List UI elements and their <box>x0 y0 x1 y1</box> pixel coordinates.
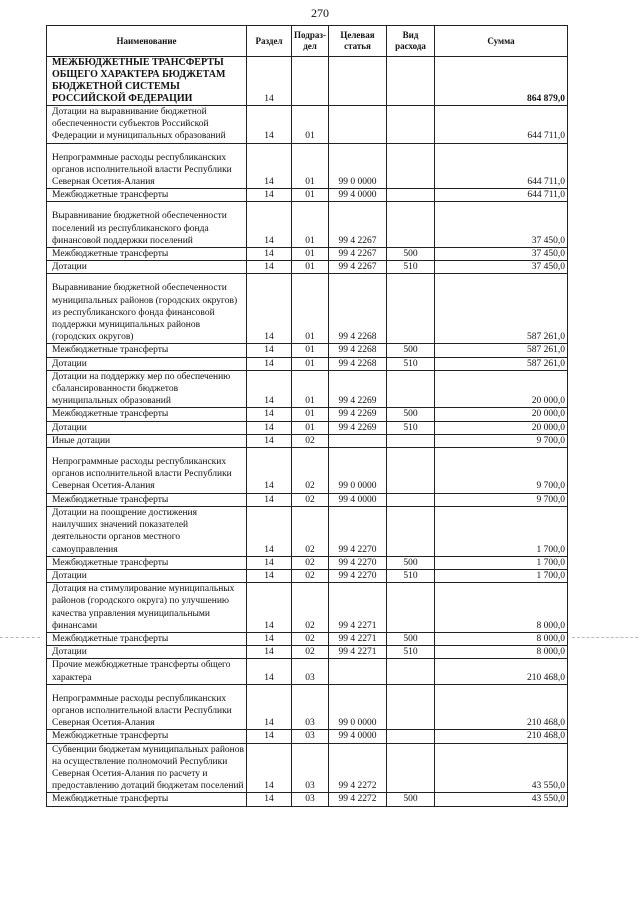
row-subsection: 03 <box>292 730 329 743</box>
row-name: Межбюджетные трансферты <box>47 344 247 357</box>
table-row <box>47 632 568 645</box>
row-section: 14 <box>247 202 292 248</box>
row-name: Непрограммные расходы республиканских органов исполнительной власти Республики Северная Осетия-Алания <box>47 684 247 730</box>
row-expense-type: 500 <box>387 793 435 806</box>
row-amount: 20 000,0 <box>435 370 568 408</box>
row-name: Межбюджетные трансферты <box>47 793 247 806</box>
row-amount: 644 711,0 <box>435 106 568 144</box>
row-target-article: 99 4 2269 <box>329 408 387 421</box>
row-name: Прочие межбюджетные трансферты общего характера <box>47 659 247 684</box>
row-subsection: 01 <box>292 274 329 344</box>
page-number: 270 <box>311 6 329 20</box>
row-expense-type: 500 <box>387 408 435 421</box>
row-expense-type <box>387 57 435 106</box>
row-amount: 587 261,0 <box>435 357 568 370</box>
row-section: 14 <box>247 261 292 274</box>
row-subsection: 02 <box>292 448 329 494</box>
table-row <box>47 506 568 556</box>
row-name: Межбюджетные трансферты <box>47 556 247 569</box>
row-subsection: 02 <box>292 569 329 582</box>
row-name: Дотации <box>47 421 247 434</box>
row-subsection: 02 <box>292 506 329 556</box>
row-name: Дотации на выравнивание бюджетной обеспеченности субъектов Российской Федерации и муниципальных образований <box>47 106 247 144</box>
row-subsection: 02 <box>292 646 329 659</box>
row-section: 14 <box>247 632 292 645</box>
table-row <box>47 261 568 274</box>
row-expense-type <box>387 106 435 144</box>
row-name: Межбюджетные трансферты <box>47 189 247 202</box>
table-row <box>47 793 568 806</box>
row-amount: 587 261,0 <box>435 344 568 357</box>
row-target-article: 99 4 2268 <box>329 357 387 370</box>
row-name: Дотации на поддержку мер по обеспечению сбалансированности бюджетов муниципальных образований <box>47 370 247 408</box>
row-target-article: 99 4 0000 <box>329 189 387 202</box>
header-name: Наименование <box>47 26 247 57</box>
row-amount: 1 700,0 <box>435 569 568 582</box>
row-subsection: 03 <box>292 743 329 793</box>
row-expense-type <box>387 274 435 344</box>
row-expense-type <box>387 448 435 494</box>
row-target-article: 99 0 0000 <box>329 684 387 730</box>
table-row <box>47 569 568 582</box>
row-expense-type <box>387 434 435 447</box>
row-subsection: 01 <box>292 143 329 189</box>
row-subsection: 03 <box>292 684 329 730</box>
row-expense-type <box>387 370 435 408</box>
header-target-article: Целевая статья <box>329 26 387 57</box>
row-amount: 37 450,0 <box>435 248 568 261</box>
row-subsection: 02 <box>292 556 329 569</box>
row-expense-type <box>387 743 435 793</box>
row-expense-type <box>387 730 435 743</box>
table-row <box>47 434 568 447</box>
row-subsection: 02 <box>292 493 329 506</box>
row-expense-type: 510 <box>387 261 435 274</box>
row-section: 14 <box>247 274 292 344</box>
table-row <box>47 421 568 434</box>
table-row <box>47 143 568 189</box>
row-name: Межбюджетные трансферты <box>47 408 247 421</box>
row-amount: 20 000,0 <box>435 408 568 421</box>
row-target-article: 99 4 2268 <box>329 344 387 357</box>
row-amount: 864 879,0 <box>435 57 568 106</box>
row-amount: 8 000,0 <box>435 583 568 633</box>
row-section: 14 <box>247 448 292 494</box>
margin-fold-line <box>0 637 40 638</box>
header-section: Раздел <box>247 26 292 57</box>
row-section: 14 <box>247 646 292 659</box>
row-section: 14 <box>247 408 292 421</box>
table-row <box>47 106 568 144</box>
header-amount: Сумма <box>435 26 568 57</box>
table-row <box>47 357 568 370</box>
row-expense-type <box>387 493 435 506</box>
row-amount: 8 000,0 <box>435 646 568 659</box>
budget-table <box>46 25 568 807</box>
row-amount: 20 000,0 <box>435 421 568 434</box>
table-row <box>47 370 568 408</box>
row-target-article: 99 4 2272 <box>329 743 387 793</box>
row-amount: 43 550,0 <box>435 743 568 793</box>
row-target-article: 99 4 2268 <box>329 274 387 344</box>
row-target-article: 99 4 2270 <box>329 569 387 582</box>
row-expense-type <box>387 506 435 556</box>
row-section: 14 <box>247 569 292 582</box>
row-name: Дотации на поощрение достижения наилучших значений показателей деятельности органов местного самоуправления <box>47 506 247 556</box>
row-name: Дотации <box>47 569 247 582</box>
row-target-article: 99 0 0000 <box>329 143 387 189</box>
row-section: 14 <box>247 143 292 189</box>
row-subsection: 01 <box>292 421 329 434</box>
table-row <box>47 202 568 248</box>
margin-fold-line <box>572 637 638 638</box>
row-target-article: 99 4 2272 <box>329 793 387 806</box>
row-section: 14 <box>247 506 292 556</box>
row-name: Дотации <box>47 357 247 370</box>
row-name: МЕЖБЮДЖЕТНЫЕ ТРАНСФЕРТЫ ОБЩЕГО ХАРАКТЕРА БЮДЖЕТАМ БЮДЖЕТНОЙ СИСТЕМЫ РОССИЙСКОЙ ФЕДЕРАЦИИ <box>47 57 247 106</box>
row-amount: 43 550,0 <box>435 793 568 806</box>
row-expense-type <box>387 583 435 633</box>
row-expense-type: 500 <box>387 632 435 645</box>
row-name: Дотации <box>47 261 247 274</box>
row-section: 14 <box>247 743 292 793</box>
row-amount: 644 711,0 <box>435 143 568 189</box>
row-section: 14 <box>247 793 292 806</box>
row-amount: 9 700,0 <box>435 493 568 506</box>
row-name: Межбюджетные трансферты <box>47 632 247 645</box>
row-section: 14 <box>247 583 292 633</box>
row-target-article: 99 4 2267 <box>329 261 387 274</box>
table-row <box>47 659 568 684</box>
row-subsection: 03 <box>292 659 329 684</box>
row-target-article <box>329 434 387 447</box>
row-subsection: 02 <box>292 632 329 645</box>
row-amount: 37 450,0 <box>435 261 568 274</box>
row-section: 14 <box>247 659 292 684</box>
row-amount: 8 000,0 <box>435 632 568 645</box>
row-expense-type: 500 <box>387 556 435 569</box>
row-name: Субвенции бюджетам муниципальных районов на осуществление полномочий Республики Северная Осетия-Алания по расчету и предоставлению дотаций бюджетам поселений <box>47 743 247 793</box>
header-expense-type: Вид расхода <box>387 26 435 57</box>
row-amount: 210 468,0 <box>435 659 568 684</box>
table-row <box>47 743 568 793</box>
row-amount: 1 700,0 <box>435 556 568 569</box>
table-row <box>47 493 568 506</box>
row-name: Межбюджетные трансферты <box>47 493 247 506</box>
row-amount: 1 700,0 <box>435 506 568 556</box>
row-target-article: 99 4 0000 <box>329 493 387 506</box>
row-amount: 210 468,0 <box>435 730 568 743</box>
row-name: Межбюджетные трансферты <box>47 248 247 261</box>
row-target-article <box>329 106 387 144</box>
table-row <box>47 344 568 357</box>
row-section: 14 <box>247 57 292 106</box>
row-name: Дотация на стимулирование муниципальных районов (городского округа) по улучшению качества управления муниципальными финансами <box>47 583 247 633</box>
row-section: 14 <box>247 684 292 730</box>
table-row <box>47 448 568 494</box>
table-row <box>47 57 568 106</box>
row-section: 14 <box>247 344 292 357</box>
row-section: 14 <box>247 493 292 506</box>
table-row <box>47 189 568 202</box>
row-expense-type: 500 <box>387 344 435 357</box>
table-row <box>47 583 568 633</box>
row-section: 14 <box>247 556 292 569</box>
row-target-article: 99 4 2267 <box>329 202 387 248</box>
row-target-article: 99 4 2267 <box>329 248 387 261</box>
row-section: 14 <box>247 370 292 408</box>
row-expense-type: 510 <box>387 421 435 434</box>
row-expense-type: 510 <box>387 646 435 659</box>
row-subsection: 01 <box>292 370 329 408</box>
row-expense-type: 510 <box>387 569 435 582</box>
row-name: Непрограммные расходы республиканских органов исполнительной власти Республики Северная Осетия-Алания <box>47 143 247 189</box>
table-row <box>47 684 568 730</box>
row-subsection: 03 <box>292 793 329 806</box>
row-target-article: 99 4 2270 <box>329 506 387 556</box>
row-section: 14 <box>247 730 292 743</box>
row-target-article: 99 4 0000 <box>329 730 387 743</box>
row-name: Непрограммные расходы республиканских органов исполнительной власти Республики Северная Осетия-Алания <box>47 448 247 494</box>
table-row <box>47 730 568 743</box>
row-amount: 210 468,0 <box>435 684 568 730</box>
row-expense-type: 500 <box>387 248 435 261</box>
row-amount: 644 711,0 <box>435 189 568 202</box>
table-header-row <box>47 26 568 57</box>
row-subsection: 01 <box>292 344 329 357</box>
row-target-article: 99 4 2269 <box>329 421 387 434</box>
table-row <box>47 408 568 421</box>
row-name: Межбюджетные трансферты <box>47 730 247 743</box>
row-target-article: 99 4 2271 <box>329 632 387 645</box>
row-section: 14 <box>247 434 292 447</box>
row-amount: 9 700,0 <box>435 448 568 494</box>
row-subsection: 01 <box>292 189 329 202</box>
row-subsection: 01 <box>292 261 329 274</box>
table-row <box>47 556 568 569</box>
table-row <box>47 248 568 261</box>
row-expense-type <box>387 189 435 202</box>
row-subsection <box>292 57 329 106</box>
row-section: 14 <box>247 248 292 261</box>
row-name: Выравнивание бюджетной обеспеченности поселений из республиканского фонда финансовой поддержки поселений <box>47 202 247 248</box>
row-target-article: 99 4 2271 <box>329 646 387 659</box>
row-name: Иные дотации <box>47 434 247 447</box>
row-section: 14 <box>247 106 292 144</box>
row-expense-type: 510 <box>387 357 435 370</box>
row-section: 14 <box>247 357 292 370</box>
row-amount: 37 450,0 <box>435 202 568 248</box>
row-amount: 9 700,0 <box>435 434 568 447</box>
row-subsection: 01 <box>292 357 329 370</box>
header-subsection: Подраз-дел <box>292 26 329 57</box>
row-target-article: 99 4 2270 <box>329 556 387 569</box>
row-subsection: 02 <box>292 583 329 633</box>
row-expense-type <box>387 659 435 684</box>
table-row <box>47 274 568 344</box>
row-target-article: 99 4 2269 <box>329 370 387 408</box>
row-section: 14 <box>247 189 292 202</box>
row-subsection: 01 <box>292 202 329 248</box>
row-section: 14 <box>247 421 292 434</box>
row-subsection: 02 <box>292 434 329 447</box>
row-target-article: 99 4 2271 <box>329 583 387 633</box>
row-target-article <box>329 659 387 684</box>
row-target-article <box>329 57 387 106</box>
table-row <box>47 646 568 659</box>
row-name: Дотации <box>47 646 247 659</box>
row-expense-type <box>387 684 435 730</box>
row-expense-type <box>387 143 435 189</box>
row-subsection: 01 <box>292 248 329 261</box>
row-target-article: 99 0 0000 <box>329 448 387 494</box>
row-subsection: 01 <box>292 408 329 421</box>
row-subsection: 01 <box>292 106 329 144</box>
row-amount: 587 261,0 <box>435 274 568 344</box>
row-expense-type <box>387 202 435 248</box>
row-name: Выравнивание бюджетной обеспеченности муниципальных районов (городских округов) из республиканского фонда финансовой поддержки муниципальных районов (городских округов) <box>47 274 247 344</box>
